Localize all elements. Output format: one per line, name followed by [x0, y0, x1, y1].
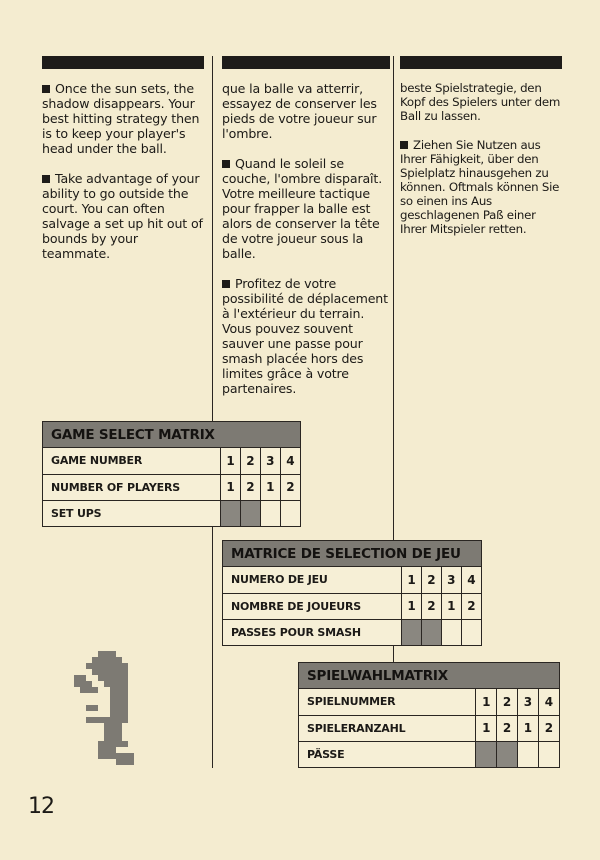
paragraph [222, 156, 390, 261]
table-row [43, 448, 300, 474]
table-cell-shaded [421, 619, 441, 645]
table-cell: 1 [260, 474, 280, 500]
column-german [400, 56, 562, 251]
bullet-square-icon [400, 141, 408, 149]
table-cell: 1 [402, 567, 422, 593]
row-label: PÄSSE [299, 741, 476, 767]
table-cell: 2 [421, 567, 441, 593]
table-cell: 1 [476, 715, 497, 741]
paragraph-text: Profitez de votre possibilité de déplacement à l'extérieur du terrain. Vous pouvez souvent sauver une passe pour smash placée hors des limites grâce à votre partenaires. [222, 276, 388, 396]
table-row [299, 741, 559, 767]
table-cell-empty [517, 741, 538, 767]
table-cell: 2 [280, 474, 300, 500]
paragraph-text: Once the sun sets, the shadow disappears. Your best hitting strategy then is to keep your player's head under the ball. [42, 81, 200, 156]
table-cell-empty [280, 500, 300, 526]
table-cell-empty [441, 619, 461, 645]
column-header-bar [400, 56, 562, 69]
column-english [42, 56, 204, 276]
paragraph [400, 138, 562, 236]
table-cell: 3 [517, 689, 538, 715]
table-row [43, 474, 300, 500]
row-label: SPIELNUMMER [299, 689, 476, 715]
column-header-bar [222, 56, 390, 69]
table-row [223, 619, 481, 645]
table-cell-shaded [402, 619, 422, 645]
table-cell: 2 [497, 715, 518, 741]
table-cell: 3 [260, 448, 280, 474]
paragraph-text: Take advantage of your ability to go outside the court. You can often salvage a set up hit out of bounds by your teammate. [42, 171, 203, 261]
page-number: 12 [28, 794, 54, 819]
bullet-square-icon [222, 160, 230, 168]
row-label: NOMBRE DE JOUEURS [223, 593, 402, 619]
table-row [299, 715, 559, 741]
table-cell-shaded [240, 500, 260, 526]
spielwahlmatrix [298, 662, 560, 768]
matrix-table [43, 448, 300, 526]
table-cell: 2 [461, 593, 481, 619]
paragraph [400, 81, 562, 123]
table-cell: 1 [221, 474, 241, 500]
row-label: GAME NUMBER [43, 448, 221, 474]
table-cell: 1 [402, 593, 422, 619]
bullet-square-icon [42, 175, 50, 183]
matrix-title: GAME SELECT MATRIX [43, 422, 300, 448]
matrix-table [299, 689, 559, 767]
table-cell: 2 [240, 448, 260, 474]
table-cell-empty [538, 741, 559, 767]
table-row [299, 689, 559, 715]
table-cell-shaded [476, 741, 497, 767]
table-cell-shaded [221, 500, 241, 526]
paragraph-text: que la balle va atterrir, essayez de conserver les pieds de votre joueur sur l'ombre. [222, 81, 377, 141]
table-cell: 2 [240, 474, 260, 500]
paragraph [222, 276, 390, 396]
table-row [223, 593, 481, 619]
table-cell: 2 [421, 593, 441, 619]
table-cell-shaded [497, 741, 518, 767]
game-select-matrix [42, 421, 301, 527]
column-header-bar [42, 56, 204, 69]
column-french [222, 56, 390, 411]
paragraph-text: Ziehen Sie Nutzen aus Ihrer Fähigkeit, über den Spielplatz hinausgehen zu können. Oftmals können Sie so einen ins Aus geschlagenen Paß einer Ihrer Mitspieler retten. [400, 138, 560, 236]
table-cell-empty [260, 500, 280, 526]
row-label: PASSES POUR SMASH [223, 619, 402, 645]
matrice-de-selection [222, 540, 482, 646]
table-cell: 4 [538, 689, 559, 715]
table-row [43, 500, 300, 526]
matrix-table [223, 567, 481, 645]
column-divider-left [212, 56, 213, 768]
table-cell: 2 [497, 689, 518, 715]
paragraph [42, 81, 204, 156]
row-label: SET UPS [43, 500, 221, 526]
pixel-player-body [74, 651, 134, 765]
bullet-square-icon [42, 85, 50, 93]
table-cell: 3 [441, 567, 461, 593]
bullet-square-icon [222, 280, 230, 288]
row-label: SPIELERANZAHL [299, 715, 476, 741]
matrix-title: MATRICE DE SELECTION DE JEU [223, 541, 481, 567]
table-cell: 1 [517, 715, 538, 741]
table-cell: 4 [461, 567, 481, 593]
row-label: NUMERO DE JEU [223, 567, 402, 593]
paragraph [42, 171, 204, 261]
paragraph-text: Quand le soleil se couche, l'ombre disparaît. Votre meilleure tactique pour frapper la balle est alors de conserver la tête de votre joueur sous la balle. [222, 156, 383, 261]
table-cell: 2 [538, 715, 559, 741]
matrix-title: SPIELWAHLMATRIX [299, 663, 559, 689]
table-cell: 1 [476, 689, 497, 715]
table-cell: 1 [441, 593, 461, 619]
table-cell: 4 [280, 448, 300, 474]
table-row [223, 567, 481, 593]
pixel-player-icon [74, 650, 140, 766]
table-cell: 1 [221, 448, 241, 474]
paragraph-text: beste Spielstrategie, den Kopf des Spielers unter dem Ball zu lassen. [400, 81, 561, 123]
paragraph [222, 81, 390, 141]
table-cell-empty [461, 619, 481, 645]
row-label: NUMBER OF PLAYERS [43, 474, 221, 500]
